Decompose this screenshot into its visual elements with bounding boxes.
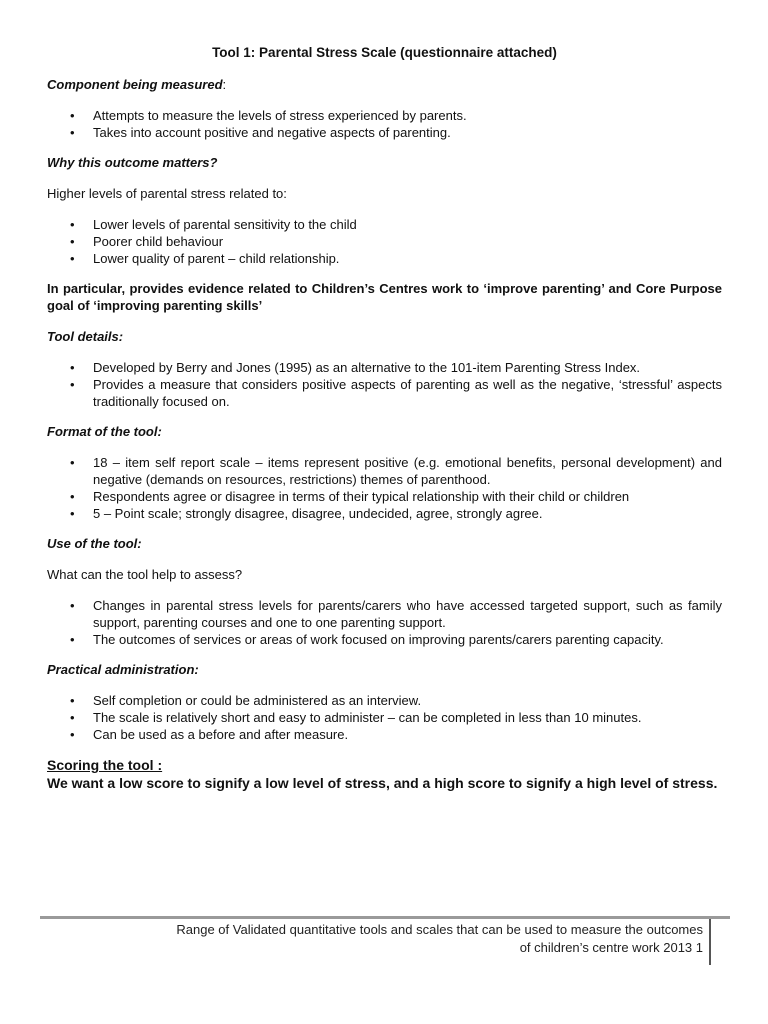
section-heading-details: Tool details: (47, 329, 124, 344)
use-intro: What can the tool help to assess? (47, 567, 243, 582)
bullet-icon: • (70, 489, 75, 504)
page-footer (40, 921, 703, 957)
list-item-text: Lower levels of parental sensitivity to the child (93, 217, 357, 232)
list-item (47, 454, 722, 488)
list-item-text: Lower quality of parent – child relationship. (93, 251, 340, 266)
bullet-icon: • (70, 506, 75, 521)
document-body (47, 44, 722, 792)
format-list (47, 454, 722, 522)
list-item-text: The outcomes of services or areas of work focused on improving parents/carers parenting capacity. (93, 632, 664, 647)
use-list (47, 597, 722, 648)
list-item-text: Provides a measure that considers positive aspects of parenting as well as the negative, ‘stressful’ aspects traditionally focused on. (93, 377, 722, 409)
section-heading-format: Format of the tool: (47, 424, 162, 439)
list-item (47, 505, 722, 522)
bullet-icon: • (70, 598, 75, 613)
bullet-icon: • (70, 693, 75, 708)
list-item (47, 597, 722, 631)
details-list (47, 359, 722, 410)
list-item (47, 631, 722, 648)
section-heading-why: Why this outcome matters? (47, 155, 218, 170)
list-item-text: Developed by Berry and Jones (1995) as an alternative to the 101-item Parenting Stress Index. (93, 360, 641, 375)
bullet-icon: • (70, 108, 75, 123)
list-item-text: 5 – Point scale; strongly disagree, disagree, undecided, agree, strongly agree. (93, 506, 543, 521)
section-heading-admin: Practical administration: (47, 662, 199, 677)
list-item-text: Can be used as a before and after measure. (93, 727, 349, 742)
list-item-text: The scale is relatively short and easy to administer – can be completed in less than 10 minutes. (93, 710, 642, 725)
list-item (47, 692, 722, 709)
list-item (47, 124, 722, 141)
section-heading-use: Use of the tool: (47, 536, 142, 551)
list-item-text: Self completion or could be administered as an interview. (93, 693, 422, 708)
component-heading-suffix: : (222, 77, 227, 92)
bullet-icon: • (70, 632, 75, 647)
component-list (47, 107, 722, 141)
why-list (47, 216, 722, 267)
why-intro: Higher levels of parental stress related to: (47, 186, 287, 201)
footer-divider (40, 916, 730, 919)
list-item (47, 376, 722, 410)
list-item-text: Respondents agree or disagree in terms of their typical relationship with their child or children (93, 489, 630, 504)
bullet-icon: • (70, 360, 75, 375)
list-item (47, 726, 722, 743)
page-title: Tool 1: Parental Stress Scale (questionnaire attached) (212, 45, 557, 60)
bullet-icon: • (70, 251, 75, 266)
list-item-text: Poorer child behaviour (93, 234, 224, 249)
list-item (47, 359, 722, 376)
footer-line-2: of children’s centre work 2013 1 (519, 940, 703, 955)
list-item (47, 488, 722, 505)
footer-vertical-divider (709, 919, 711, 965)
evidence-statement: In particular, provides evidence related to Children’s Centres work to ‘improve parenting’ and Core Purpose goal of ‘improving parenting skills’ (47, 281, 722, 313)
list-item (47, 233, 722, 250)
list-item (47, 250, 722, 267)
bullet-icon: • (70, 377, 75, 392)
bullet-icon: • (70, 125, 75, 140)
component-heading-text: Component being measured (47, 77, 223, 92)
admin-list (47, 692, 722, 743)
scoring-text: We want a low score to signify a low level of stress, and a high score to signify a high level of stress. (47, 775, 718, 791)
section-heading-component (47, 76, 722, 93)
footer-line-1: Range of Validated quantitative tools and scales that can be used to measure the outcomes (176, 922, 703, 937)
list-item (47, 709, 722, 726)
list-item-text: 18 – item self report scale – items represent positive (e.g. emotional benefits, personal development) and negative (demands on resources, restrictions) themes of parenthood. (93, 455, 722, 487)
section-heading-scoring: Scoring the tool : (47, 757, 163, 773)
bullet-icon: • (70, 455, 75, 470)
list-item-text: Changes in parental stress levels for parents/carers who have accessed targeted support, such as family support, parenting courses and one to one parenting support. (93, 598, 722, 630)
list-item (47, 216, 722, 233)
bullet-icon: • (70, 727, 75, 742)
bullet-icon: • (70, 217, 75, 232)
bullet-icon: • (70, 234, 75, 249)
list-item-text: Attempts to measure the levels of stress experienced by parents. (93, 108, 467, 123)
bullet-icon: • (70, 710, 75, 725)
list-item-text: Takes into account positive and negative aspects of parenting. (93, 125, 451, 140)
list-item (47, 107, 722, 124)
